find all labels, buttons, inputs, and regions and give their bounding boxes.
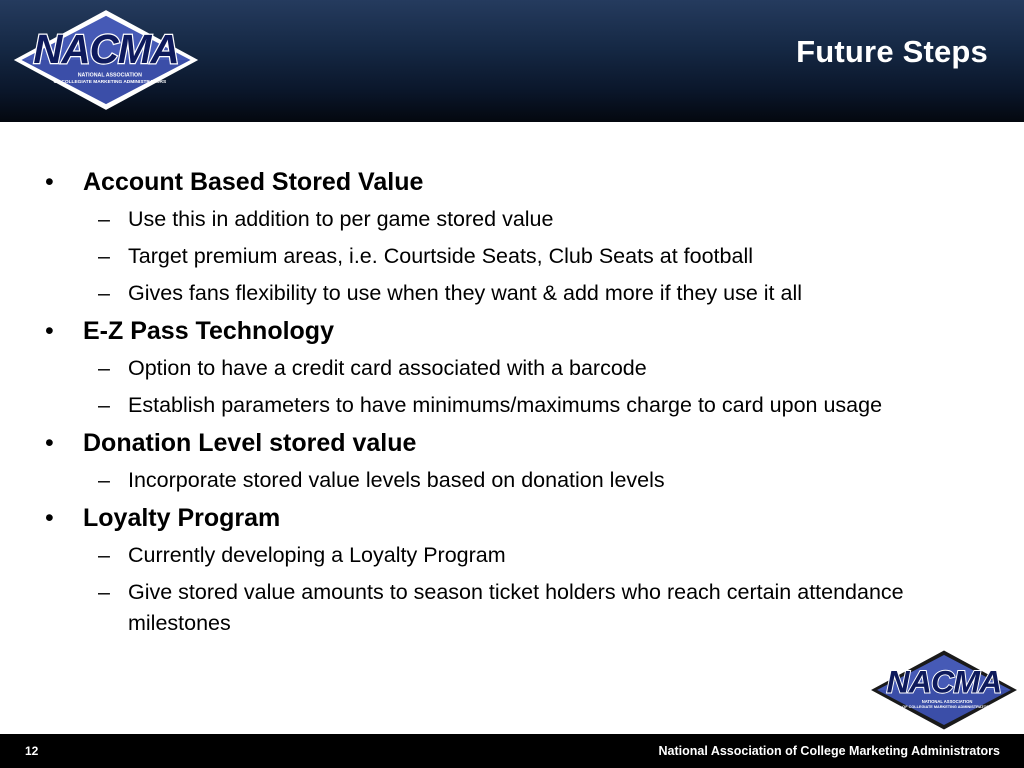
- nacma-logo-small: [868, 648, 1020, 732]
- bullet-item: [0, 427, 1024, 459]
- logo-subtitle-line1: NATIONAL ASSOCIATION: [77, 72, 142, 79]
- sub-bullet-text: Use this in addition to per game stored value: [128, 207, 554, 231]
- bullet-list: [0, 166, 1024, 645]
- footer-bar: [0, 734, 1024, 768]
- bullet-dot-icon: •: [45, 429, 54, 457]
- bullet-dot-icon: •: [45, 317, 54, 345]
- nacma-logo: [10, 6, 202, 114]
- header-bar: [0, 0, 1024, 122]
- bullet-item: [0, 166, 1024, 198]
- sub-bullet-item: [0, 577, 1024, 639]
- sub-bullet-text: Give stored value amounts to season ticket holders who reach certain attendance milestones: [128, 580, 904, 635]
- footer-organization: National Association of College Marketing Administrators: [658, 744, 1000, 758]
- sub-bullet-item: [0, 465, 1024, 496]
- bullet-item: [0, 315, 1024, 347]
- sub-bullet-item: [0, 390, 1024, 421]
- dash-icon: –: [98, 281, 110, 305]
- bullet-title: E-Z Pass Technology: [83, 317, 334, 345]
- sub-bullet-text: Establish parameters to have minimums/maximums charge to card upon usage: [128, 393, 883, 417]
- sub-bullet-text: Incorporate stored value levels based on donation levels: [128, 468, 665, 492]
- logo-small-wordmark: NACMA: [886, 663, 1002, 700]
- bullet-title: Loyalty Program: [83, 504, 281, 532]
- logo-small-subtitle-line2: OF COLLEGIATE MARKETING ADMINISTRATORS: [902, 705, 992, 710]
- page-number: 12: [25, 744, 39, 758]
- sub-bullet-text: Target premium areas, i.e. Courtside Seats, Club Seats at football: [128, 244, 754, 268]
- dash-icon: –: [98, 393, 110, 417]
- page-title: Future Steps: [796, 34, 988, 69]
- sub-bullet-text: Gives fans flexibility to use when they want & add more if they use it all: [128, 281, 802, 305]
- dash-icon: –: [98, 356, 110, 380]
- logo-small-subtitle-line1: NATIONAL ASSOCIATION: [921, 698, 973, 704]
- sub-bullet-item: [0, 241, 1024, 272]
- bullet-dot-icon: •: [45, 504, 54, 532]
- dash-icon: –: [98, 468, 110, 492]
- bullet-dot-icon: •: [45, 168, 54, 196]
- nacma-logo-small-graphic: [868, 648, 1020, 732]
- bullet-title: Donation Level stored value: [83, 429, 417, 457]
- dash-icon: –: [98, 580, 110, 604]
- sub-bullet-item: [0, 353, 1024, 384]
- bullet-item: [0, 502, 1024, 534]
- logo-subtitle-line2: OF COLLEGIATE MARKETING ADMINISTRATORS: [53, 80, 167, 86]
- sub-bullet-item: [0, 204, 1024, 235]
- dash-icon: –: [98, 244, 110, 268]
- sub-bullet-text: Currently developing a Loyalty Program: [128, 543, 506, 567]
- nacma-logo-graphic: [10, 6, 202, 114]
- sub-bullet-text: Option to have a credit card associated with a barcode: [128, 356, 647, 380]
- dash-icon: –: [98, 543, 110, 567]
- sub-bullet-item: [0, 278, 1024, 309]
- logo-wordmark: NACMA: [33, 25, 179, 72]
- bullet-title: Account Based Stored Value: [83, 168, 424, 196]
- sub-bullet-item: [0, 540, 1024, 571]
- dash-icon: –: [98, 207, 110, 231]
